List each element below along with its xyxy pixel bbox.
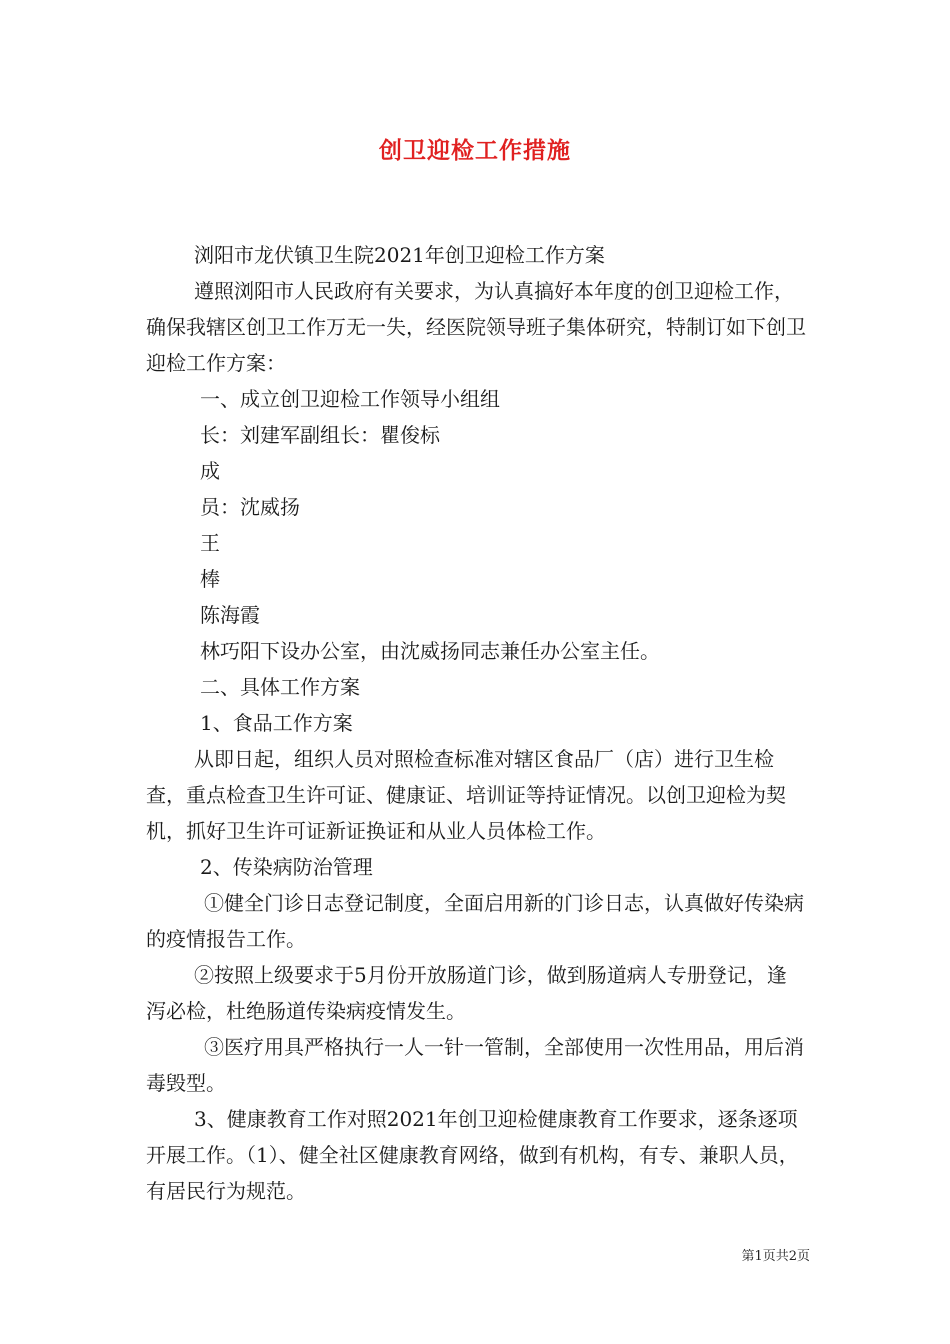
paragraph-member-1: 员：沈威扬 bbox=[200, 495, 300, 519]
paragraph-member-2: 王 bbox=[200, 531, 220, 555]
paragraph-section-2: 二、具体工作方案 bbox=[200, 675, 360, 699]
paragraph-disease-heading: 2、传染病防治管理 bbox=[200, 855, 373, 879]
paragraph-disease-item-2: ②按照上级要求于5月份开放肠道门诊，做到肠道病人专册登记，逢泻必检，杜绝肠道传染病疫情发生。 bbox=[146, 963, 787, 1023]
page-number: 第1页共2页 bbox=[741, 1249, 810, 1264]
paragraph-food-body: 从即日起，组织人员对照检查标准对辖区食品厂（店）进行卫生检查，重点检查卫生许可证、健康证、培训证等持证情况。以创卫迎检为契机，抓好卫生许可证新证换证和从业人员体检工作。 bbox=[146, 747, 786, 843]
paragraph-food-heading: 1、食品工作方案 bbox=[200, 711, 353, 735]
document-body bbox=[146, 237, 806, 1209]
document-title: 创卫迎检工作措施 bbox=[379, 137, 571, 164]
paragraph-disease-item-3: ③医疗用具严格执行一人一针一管制，全部使用一次性用品，用后消毒毁型。 bbox=[146, 1035, 804, 1095]
paragraph-members-label: 成 bbox=[200, 459, 220, 483]
paragraph-disease-item-1: ①健全门诊日志登记制度，全面启用新的门诊日志，认真做好传染病的疫情报告工作。 bbox=[146, 891, 804, 951]
paragraph-health-education: 3、健康教育工作对照2021年创卫迎检健康教育工作要求，逐条逐项开展工作。（1）、健全社区健康教育网络，做到有机构，有专、兼职人员，有居民行为规范。 bbox=[146, 1107, 799, 1203]
paragraph-member-4: 陈海霞 bbox=[200, 603, 260, 627]
paragraph-section-1: 一、成立创卫迎检工作领导小组组 bbox=[200, 387, 500, 411]
paragraph-plan-heading: 浏阳市龙伏镇卫生院2021年创卫迎检工作方案 bbox=[194, 243, 605, 267]
paragraph-office: 林巧阳下设办公室，由沈威扬同志兼任办公室主任。 bbox=[200, 639, 660, 663]
paragraph-intro: 遵照浏阳市人民政府有关要求，为认真搞好本年度的创卫迎检工作，确保我辖区创卫工作万无一失，经医院领导班子集体研究，特制订如下创卫迎检工作方案： bbox=[146, 279, 806, 375]
paragraph-leaders: 长：刘建军副组长：瞿俊标 bbox=[200, 423, 440, 447]
paragraph-member-3: 棒 bbox=[200, 567, 220, 591]
